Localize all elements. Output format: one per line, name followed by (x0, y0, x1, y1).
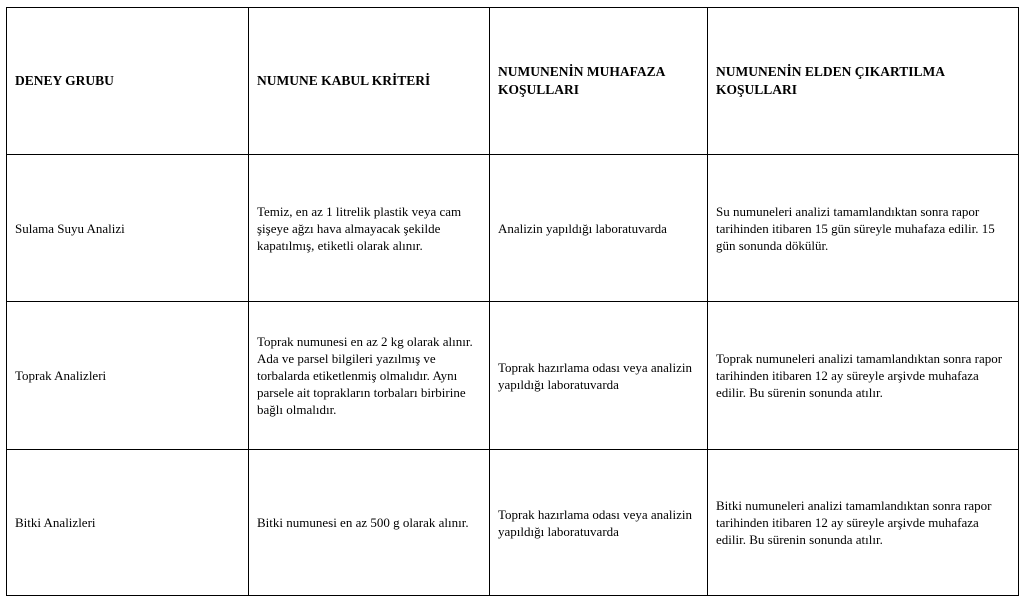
cell-storage-conditions: Toprak hazırlama odası veya analizin yapıldığı laboratuvarda (490, 450, 708, 596)
cell-disposal-conditions: Toprak numuneleri analizi tamamlandıktan sonra rapor tarihinden itibaren 12 ay süreyle arşivde muhafaza edilir. Bu sürenin sonunda atılır. (708, 302, 1019, 450)
table-row (7, 450, 1019, 596)
cell-disposal-conditions: Bitki numuneleri analizi tamamlandıktan sonra rapor tarihinden itibaren 12 ay süreyle arşivde muhafaza edilir. Bu sürenin sonunda atılır. (708, 450, 1019, 596)
header-acceptance-criteria: NUMUNE KABUL KRİTERİ (249, 8, 490, 155)
header-row (7, 8, 1019, 155)
header-storage-conditions: NUMUNENİN MUHAFAZA KOŞULLARI (490, 8, 708, 155)
cell-acceptance-criteria: Temiz, en az 1 litrelik plastik veya cam şişeye ağzı hava almayacak şekilde kapatılmış, etiketli olarak alınır. (249, 155, 490, 302)
cell-storage-conditions: Analizin yapıldığı laboratuvarda (490, 155, 708, 302)
cell-acceptance-criteria: Toprak numunesi en az 2 kg olarak alınır. Ada ve parsel bilgileri yazılmış ve torbalarda etiketlenmiş olmalıdır. Aynı parsele ait toprakların torbaları birbirine bağlı olmalıdır. (249, 302, 490, 450)
cell-test-group: Toprak Analizleri (7, 302, 249, 450)
cell-disposal-conditions: Su numuneleri analizi tamamlandıktan sonra rapor tarihinden itibaren 15 gün süreyle muhafaza edilir. 15 gün sonunda dökülür. (708, 155, 1019, 302)
sample-criteria-table (6, 7, 1019, 596)
header-disposal-conditions: NUMUNENİN ELDEN ÇIKARTILMA KOŞULLARI (708, 8, 1019, 155)
table-row (7, 155, 1019, 302)
cell-test-group: Sulama Suyu Analizi (7, 155, 249, 302)
cell-acceptance-criteria: Bitki numunesi en az 500 g olarak alınır. (249, 450, 490, 596)
header-test-group: DENEY GRUBU (7, 8, 249, 155)
cell-test-group: Bitki Analizleri (7, 450, 249, 596)
cell-storage-conditions: Toprak hazırlama odası veya analizin yapıldığı laboratuvarda (490, 302, 708, 450)
table-row (7, 302, 1019, 450)
